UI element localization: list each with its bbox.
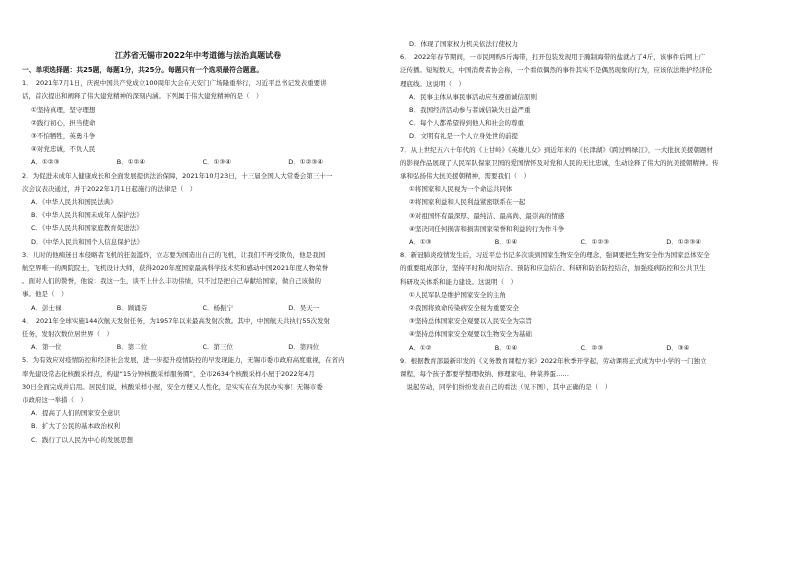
- q7-stem-line: 7．从上世纪五六十年代的《上甘岭》《英雄儿女》到近年来的《长津湖》《跨过鸭绿江》，一大批抗美援朝题材: [400, 145, 713, 154]
- q1-options: [22, 156, 374, 169]
- question-1: [22, 77, 374, 169]
- q5-option-c: C．践行了以人民为中心的发展思想: [31, 435, 134, 444]
- q7-item: ④坚决同任何损害和损害国家荣誉和利益的行为作斗争: [409, 224, 565, 233]
- q4-option-a: A．第一位: [31, 343, 62, 352]
- q6-option-b: B．我国经济活动参与者诚信缺失日益严重: [409, 106, 531, 115]
- q7-option-c: C．①②③: [580, 238, 610, 247]
- q9-stem-line: 课程，每个孩子都要学整理收纳、修理家电、种菜养蛋……: [400, 370, 569, 379]
- q9-stem-line: 说起劳动，同学们纷纷发表自己的看法（见下图），其中正确的是（ ）: [400, 383, 612, 392]
- q7-stem-line: 的影视作品展现了人民军队保家卫国的爱国情怀及对党和人民的无比忠诚，生动诠释了伟大的抗美援朝精神。传: [400, 158, 719, 167]
- q7-option-a: A．①③: [409, 238, 432, 247]
- q3-option-a: A．彭士禄: [31, 303, 62, 312]
- right-column: [400, 38, 752, 394]
- question-7: [400, 144, 752, 250]
- q6-stem-line: 泛传播。短短数天，中国消费者协会称，一个看似偶然的事件其实不是偶然现象的行为，应该依法维护经济伦: [400, 66, 712, 75]
- q8-stem-line: 科研攻关体系和能力建设。这说明（ ）: [400, 277, 517, 286]
- q5-option-b: B．扩大了公民的基本政治权利: [31, 422, 120, 431]
- q2-option-a: A．《中华人民共和国民法典》: [31, 198, 117, 207]
- q8-item: ④坚持总体国家安全观要以生物安全为基础: [409, 330, 532, 339]
- q1-item: ③不怕牺牲，英勇斗争: [31, 132, 96, 141]
- q5-stem-line: 率先建设常态化核酸采样点，构建“15分钟核酸采样服务圈”，全市2634个核酸采样小屋于2022年4月: [22, 369, 315, 378]
- q5-stem-line: 30日全面完成并启用。居民们说，核酸采样小屋，安全方便又人性化，是实实在在为民办实事！无锡市委: [22, 382, 323, 391]
- section-heading: 一、单项选择题：共25题，每题1分，共25分。每题只有一个选项最符合题意。: [22, 66, 264, 74]
- q8-item: ①人民军队是维护国家安全的主角: [409, 290, 506, 299]
- q1-option-c: C．①③④: [202, 158, 232, 167]
- q4-stem-line: 4． 2021年全球实施144次航天发射任务，为1957年以来最高发射次数。其中，中国航天共执行55次发射: [22, 316, 331, 325]
- q9-stem-line: 9．根据教育部最新印发的《义务教育课程方案》2022年秋季开学起，劳动课将正式成为中小学的一门独立: [400, 356, 707, 365]
- q7-option-b: B．①④: [494, 238, 518, 247]
- q1-item: ④对党忠诚，不负人民: [31, 145, 96, 154]
- question-9: [400, 355, 752, 395]
- q3-option-c: C．杨振宁: [202, 303, 234, 312]
- question-5: [22, 354, 374, 446]
- q8-options: [400, 342, 752, 355]
- q8-option-b: B．①④: [494, 343, 518, 352]
- left-column: [22, 38, 374, 447]
- q3-option-b: B．顾诵芬: [116, 303, 148, 312]
- q4-option-d: D．第四位: [288, 343, 320, 352]
- q1-item: ②践行初心，担当使命: [31, 118, 96, 127]
- q6-option-a: A．民事主体从事民事活动应当遵循诚信原则: [409, 92, 537, 101]
- q1-option-a: A．①②③: [31, 158, 60, 167]
- q5-option-a: A．提高了人们的国家安全意识: [31, 409, 120, 418]
- q7-stem-line: 承和弘扬伟大抗美援朝精神，需要我们（ ）: [400, 172, 530, 181]
- question-6: [400, 51, 752, 143]
- q8-option-a: A．①②: [409, 343, 432, 352]
- q5-stem-line: 市政府这一举措（ ）: [22, 396, 87, 405]
- q7-options: [400, 236, 752, 249]
- question-8: [400, 249, 752, 355]
- q1-item: ①坚持真理，坚守理想: [31, 105, 96, 114]
- q8-stem-line: 的重要组成部分，坚持平时和战时结合、预防和应急结合、科研和防治防控结合，加强疫病防控和公共卫生: [400, 264, 706, 273]
- q4-option-b: B．第二位: [116, 343, 148, 352]
- q1-stem-line: 话，首次提出和阐释了伟大建党精神的深刻内涵。下列属于伟大建党精神的是（ ）: [22, 92, 263, 101]
- q1-option-b: B．①②④: [116, 158, 146, 167]
- q2-stem-line: 2．为促进未成年人健康成长和全面发展提供法治保障，2021年10月23日，十三届全国人大常委会第三十一: [22, 171, 333, 180]
- q7-item: ②将国家利益和人民利益紧密联系在一起: [409, 198, 526, 207]
- exam-title: 江苏省无锡市2022年中考道德与法治真题试卷: [114, 51, 282, 60]
- question-3: [22, 249, 374, 315]
- q2-stem-line: 次会议表决通过，并于2022年1月1日起施行的法律是（ ）: [22, 184, 197, 193]
- q2-option-c: C．《中华人民共和国家庭教育促进法》: [31, 224, 143, 233]
- question-2: [22, 170, 374, 249]
- q7-option-d: D．①②③④: [666, 238, 702, 247]
- q6-option-c: C．每个人都希望得到他人和社会的尊重: [409, 119, 525, 128]
- q7-item: ③对祖国怀有最深厚、最纯洁、最高尚、最崇高的情感: [409, 211, 565, 220]
- q3-option-d: D．吴天一: [288, 303, 320, 312]
- q3-stem-line: 3．儿时的他痴迷日本侵略者飞机的狂轰滥炸，立志要为国造出自己的飞机，让我们不再受欺负，他是我国: [22, 250, 326, 259]
- q8-stem-line: 8．新冠肺炎疫情发生后，习近平总书记多次谈到国家生物安全的理念，强调要把生物安全作为国家总体安全: [400, 251, 710, 260]
- q3-options: [22, 302, 374, 315]
- q3-stem-line: 航空界唯一的两院院士，飞机设计大师，获得2020年度国家最高科学技术奖和感动中国2021年度人物荣誉: [22, 264, 329, 273]
- q7-item: ①将国家和人民视为一个命运共同体: [409, 185, 513, 194]
- q5-stem-line: 5．为有效应对疫情防控和经济社会发展，进一步提升疫情防控的早发现能力，无锡市委市政府高度重视，在省内: [22, 356, 345, 365]
- q8-option-c: C．②③: [580, 343, 604, 352]
- q4-stem-line: 任务，发射次数位居世界（ ）: [22, 330, 113, 339]
- q4-option-c: C．第三位: [202, 343, 234, 352]
- q3-stem-line: 。面对人们的赞誉，他说：我这一生，谈不上什么丰功伟绩，只不过是把自己奉献给国家，做自己该做的: [22, 277, 321, 286]
- q2-option-d: D．《中华人民共和国个人信息保护法》: [31, 237, 144, 246]
- q1-option-d: D．①②③④: [288, 158, 324, 167]
- q6-stem-line: 理底线。这说明（ ）: [400, 79, 465, 88]
- q8-item: ②我国将致命传染病安全视为重要安全: [409, 304, 519, 313]
- q3-stem-line: 事。他是（ ）: [22, 290, 68, 299]
- q8-item: ③坚持总体国家安全观要以人民安全为宗旨: [409, 317, 532, 326]
- q8-option-d: D．③④: [666, 343, 690, 352]
- q4-options: [22, 341, 374, 354]
- q6-option-d: D．文明有礼是一个人立身处世的前提: [409, 132, 519, 141]
- q5-option-d: D．体现了国家权力机关依法行使权力: [409, 40, 519, 48]
- q6-stem-line: 6． 2022年春节期间，一市民网购5斤海带，打开包装发现用于腌制海带的盐就占了4斤，该事件后网上广: [400, 53, 706, 62]
- q1-stem-line: 1． 2021年7月1日，庆祝中国共产党成立100周年大会在天安门广场隆重举行，习近平总书记发表重要讲: [22, 79, 327, 88]
- question-4: [22, 315, 374, 355]
- q2-option-b: B．《中华人民共和国未成年人保护法》: [31, 211, 143, 220]
